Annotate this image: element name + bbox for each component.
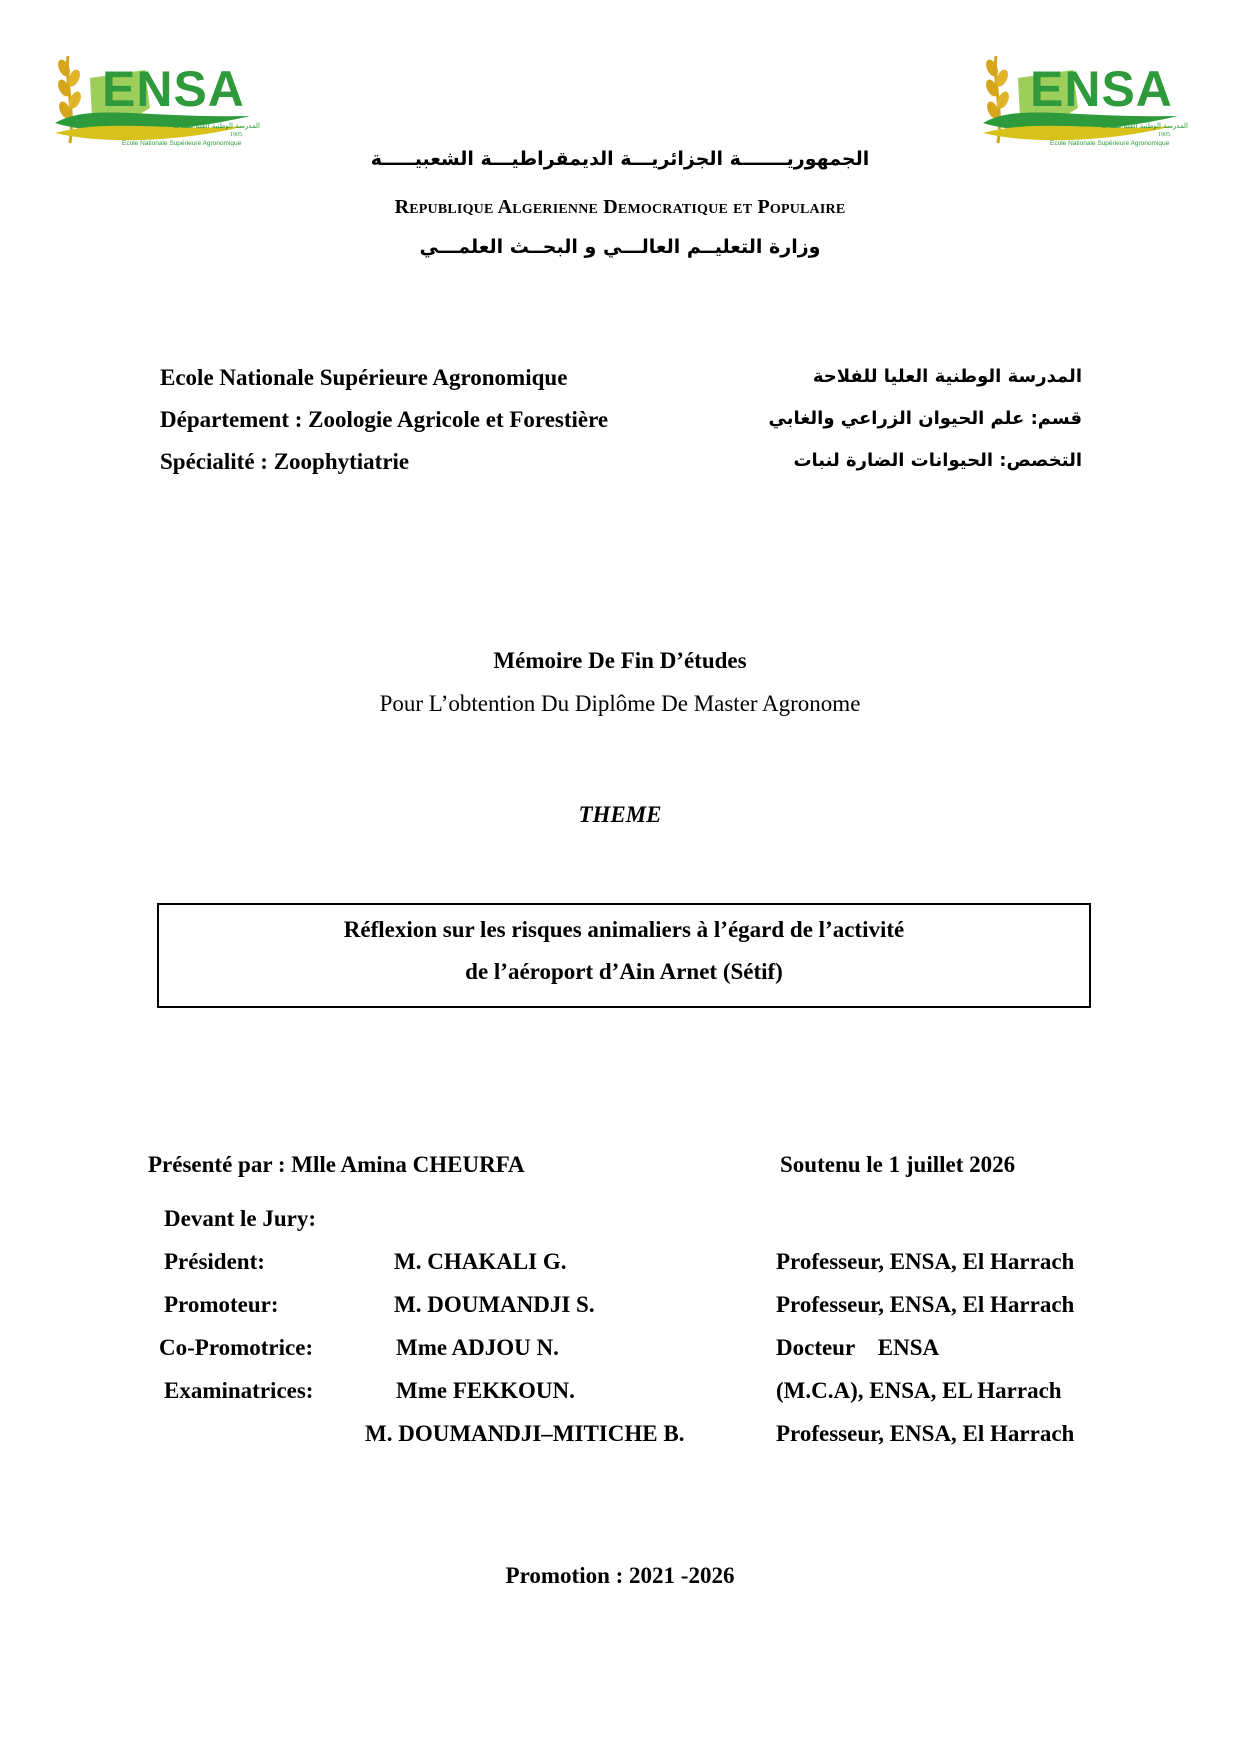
speciality-fr: Spécialité : Zoophytiatrie	[160, 449, 410, 474]
jury-name: Mme FEKKOUN.	[396, 1378, 575, 1403]
jury-role: Examinatrices:	[164, 1378, 314, 1403]
jury-title: Professeur, ENSA, El Harrach	[776, 1249, 1075, 1274]
defended-date: Soutenu le 1 juillet 2026	[780, 1152, 1016, 1177]
theme-line-1: Réflexion sur les risques animaliers à l’égard de l’activité	[343, 917, 905, 942]
jury-role: Promoteur:	[164, 1292, 279, 1317]
promotion: Promotion : 2021 -2026	[505, 1563, 735, 1588]
logo-year: 1905	[230, 132, 242, 138]
jury-title: Professeur, ENSA, El Harrach	[776, 1421, 1075, 1446]
jury-title: (M.C.A), ENSA, EL Harrach	[776, 1378, 1062, 1403]
logo-year: 1905	[1158, 132, 1170, 138]
jury-name: M. CHAKALI G.	[394, 1249, 567, 1274]
logo-subtitle-fr: Ecole Nationale Supérieure Agronomique	[122, 140, 242, 147]
jury-heading: Devant le Jury:	[164, 1206, 317, 1231]
speciality-ar: التخصص: الحيوانات الضارة لنبات	[793, 450, 1082, 471]
logo-subtitle-fr: Ecole Nationale Supérieure Agronomique	[1050, 140, 1170, 147]
jury-name: Mme ADJOU N.	[396, 1335, 559, 1360]
presented-by: Présenté par : Mlle Amina CHEURFA	[148, 1152, 525, 1177]
logo-text: ENSA	[1030, 61, 1173, 117]
ensa-logo-right	[978, 48, 1188, 158]
memoire-title: Mémoire De Fin D’études	[493, 648, 747, 673]
memoire-subtitle: Pour L’obtention Du Diplôme De Master Agronome	[379, 691, 861, 716]
jury-name: M. DOUMANDJI S.	[394, 1292, 595, 1317]
header-republic-fr: Republique Algerienne Democratique et Populaire	[394, 196, 846, 218]
theme-label: THEME	[578, 802, 662, 827]
school-ar: المدرسة الوطنية العليا للفلاحة	[812, 366, 1082, 387]
theme-box	[157, 903, 1091, 1008]
school-fr: Ecole Nationale Supérieure Agronomique	[160, 365, 568, 390]
theme-line-2: de l’aéroport d’Ain Arnet (Sétif)	[465, 959, 783, 984]
jury-title: Professeur, ENSA, El Harrach	[776, 1292, 1075, 1317]
jury-name: M. DOUMANDJI–MITICHE B.	[365, 1421, 685, 1446]
logo-subtitle-ar: المدرسة الوطنية العليا للفلاحة	[173, 122, 260, 130]
jury-role: Co-Promotrice:	[159, 1335, 314, 1360]
department-ar: قسم: علم الحيوان الزراعي والغابي	[768, 408, 1082, 429]
logo-text: ENSA	[102, 61, 245, 117]
logo-subtitle-ar: المدرسة الوطنية العليا للفلاحة	[1101, 122, 1188, 130]
header-ministry-ar: وزارة التعليــم العالـــي و البحــث العلمـــي	[419, 236, 821, 258]
ensa-logo-left	[50, 48, 260, 158]
jury-role: Président:	[164, 1249, 265, 1274]
header-republic-ar: الجمهوريـــــــة الجزائريـــة الديمقراطيـــة الشعبيـــــة	[370, 148, 870, 170]
jury-title: Docteur ENSA	[776, 1335, 940, 1360]
department-fr: Département : Zoologie Agricole et Forestière	[160, 407, 609, 432]
